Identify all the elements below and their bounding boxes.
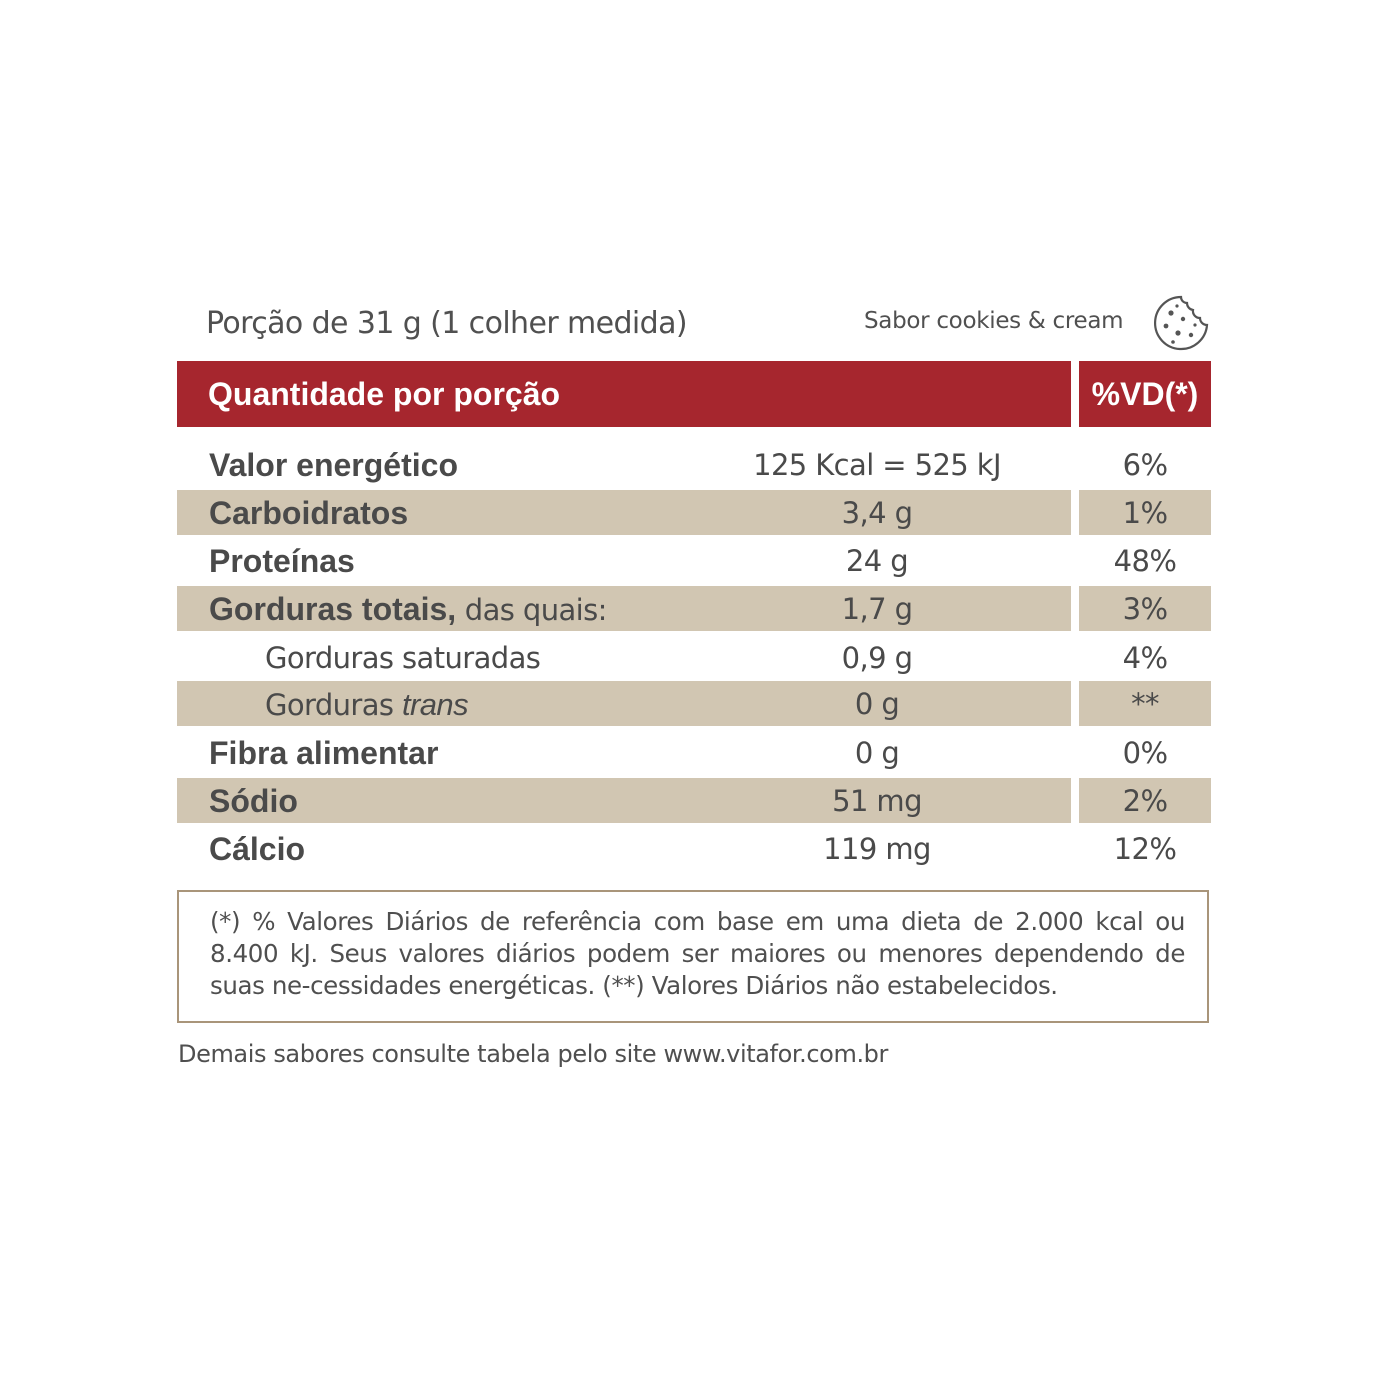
row-label: Cálcio (209, 831, 306, 867)
table-header-amount: Quantidade por porção (177, 361, 1071, 427)
row-amount: 119 mg (823, 832, 931, 866)
row-label: Sódio (209, 783, 298, 819)
row-vd: 6% (1122, 448, 1168, 482)
table-row (177, 681, 1211, 726)
row-vd: 1% (1122, 496, 1168, 530)
row-vd: 3% (1122, 592, 1168, 626)
row-amount: 1,7 g (841, 592, 913, 626)
row-amount: 0 g (854, 736, 900, 770)
row-amount: 0,9 g (841, 641, 913, 675)
row-amount: 3,4 g (841, 496, 913, 530)
serving-size: Porção de 31 g (1 colher medida) (206, 306, 687, 341)
table-header-vd: %VD(*) (1079, 361, 1211, 427)
table-row (177, 635, 1211, 680)
cookie-icon (1151, 293, 1211, 353)
flavor-label: Sabor cookies & cream (864, 308, 1124, 334)
table-row (177, 730, 1211, 775)
row-label-main: Gorduras totais, (209, 591, 457, 627)
row-label: Carboidratos (209, 495, 409, 531)
table-row (177, 778, 1211, 823)
row-label-italic: trans (402, 687, 468, 722)
row-vd: 48% (1113, 544, 1177, 578)
row-vd: ** (1131, 687, 1159, 721)
footnote: (*) % Valores Diários de referência com base em uma dieta de 2.000 kcal ou 8.400 kJ. Seus valores diários podem ser maiores ou menores dependendo de suas ne-cessidades energéticas. (**) Valores Diários não estabelecidos. (177, 890, 1209, 1023)
row-amount: 125 Kcal = 525 kJ (753, 448, 1001, 482)
table-row (177, 586, 1211, 631)
row-vd: 0% (1122, 736, 1168, 770)
table-row (177, 490, 1211, 535)
row-vd: 4% (1122, 641, 1168, 675)
table-row (177, 538, 1211, 583)
more-info-note: Demais sabores consulte tabela pelo site www.vitafor.com.br (178, 1040, 888, 1068)
row-amount: 24 g (845, 544, 909, 578)
row-label-suffix: das quais: (456, 593, 607, 627)
row-label: Gorduras saturadas (265, 641, 541, 675)
row-amount: 0 g (854, 687, 900, 721)
row-label (265, 681, 468, 726)
row-vd: 12% (1113, 832, 1177, 866)
row-label (209, 586, 607, 631)
row-amount: 51 mg (832, 784, 922, 818)
row-label: Valor energético (209, 447, 458, 483)
row-label: Fibra alimentar (209, 735, 439, 771)
row-label-main: Gorduras (265, 688, 403, 722)
table-row (177, 442, 1211, 487)
row-vd: 2% (1122, 784, 1168, 818)
row-label: Proteínas (209, 543, 355, 579)
table-row (177, 826, 1211, 871)
